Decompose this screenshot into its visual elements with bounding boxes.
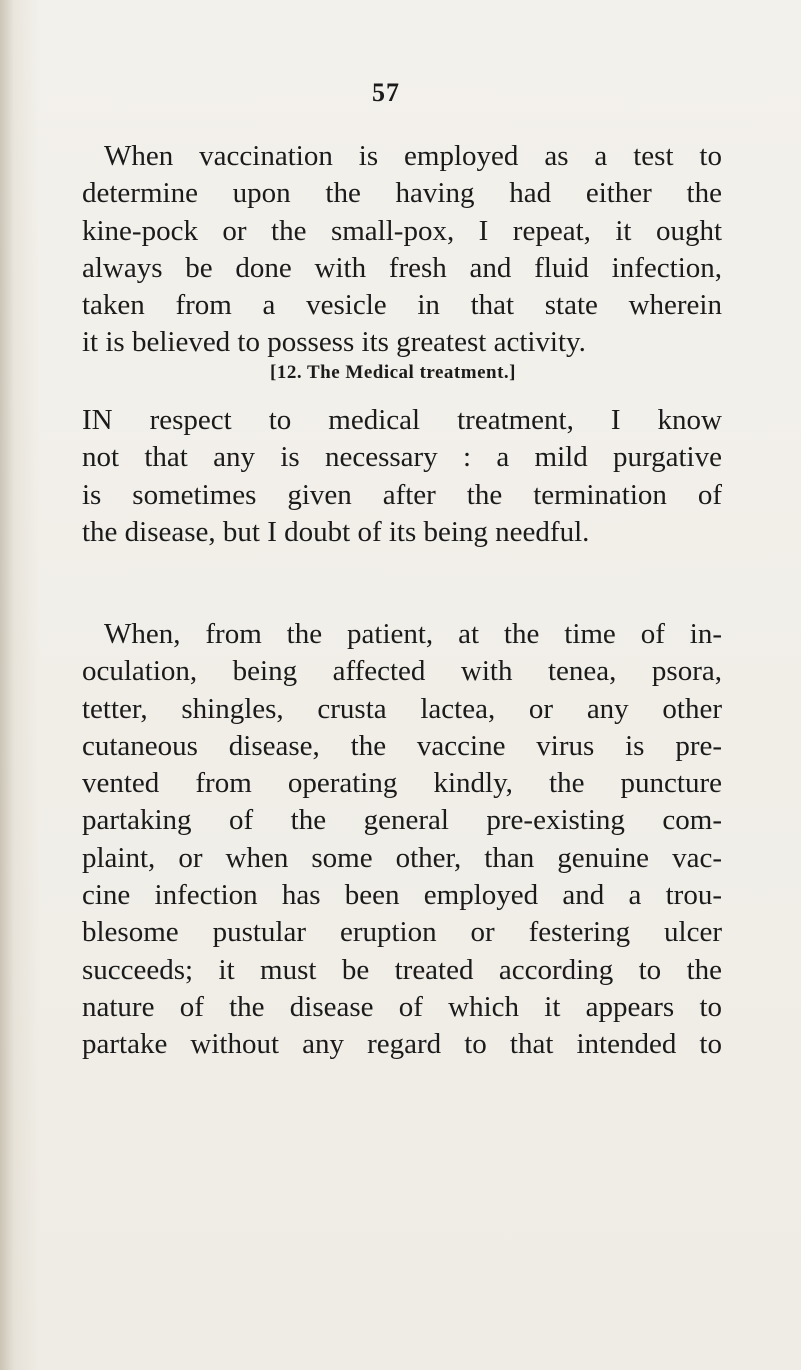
text-line: is sometimes given after the termination of [82, 478, 722, 511]
text-line: nature of the disease of which it appears to [82, 990, 722, 1023]
paragraph-vaccination-test [82, 138, 722, 362]
text-line: cine infection has been employed and a trou- [82, 879, 722, 912]
text-line: IN respect to medical treatment, I know [82, 404, 722, 436]
text-line: the disease, but I doubt of its being needful. [82, 515, 590, 548]
text-line: cutaneous disease, the vaccine virus is pre- [82, 729, 722, 762]
text-line: When vaccination is employed as a test to [104, 140, 722, 172]
text-line: vented from operating kindly, the puncture [82, 767, 722, 800]
text-line: succeeds; it must be treated according to the [82, 953, 722, 986]
text-line: taken from a vesicle in that state wherein [82, 289, 722, 322]
text-line: blesome pustular eruption or festering ulcer [82, 916, 722, 949]
text-line: oculation, being affected with tenea, psora, [82, 655, 722, 688]
text-line: determine upon the having had either the [82, 177, 722, 210]
text-line: always be done with fresh and fluid infection, [82, 251, 722, 284]
binding-gutter-shadow [0, 0, 14, 1370]
paragraph-medical-treatment [82, 402, 722, 551]
section-heading: [12. The Medical treatment.] [270, 362, 516, 383]
text-line: plaint, or when some other, than genuine vac- [82, 841, 722, 874]
text-line: tetter, shingles, crusta lactea, or any other [82, 692, 722, 725]
paragraph-cutaneous-disease [82, 616, 722, 1064]
text-line: kine-pock or the small-pox, I repeat, it ought [82, 214, 722, 247]
text-line: partaking of the general pre-existing com- [82, 804, 722, 837]
text-line: it is believed to possess its greatest activity. [82, 326, 586, 359]
text-line: When, from the patient, at the time of in- [104, 618, 722, 650]
text-line: partake without any regard to that intended to [82, 1028, 722, 1061]
text-line: not that any is necessary : a mild purgative [82, 441, 722, 474]
page-number: 57 [372, 78, 400, 107]
